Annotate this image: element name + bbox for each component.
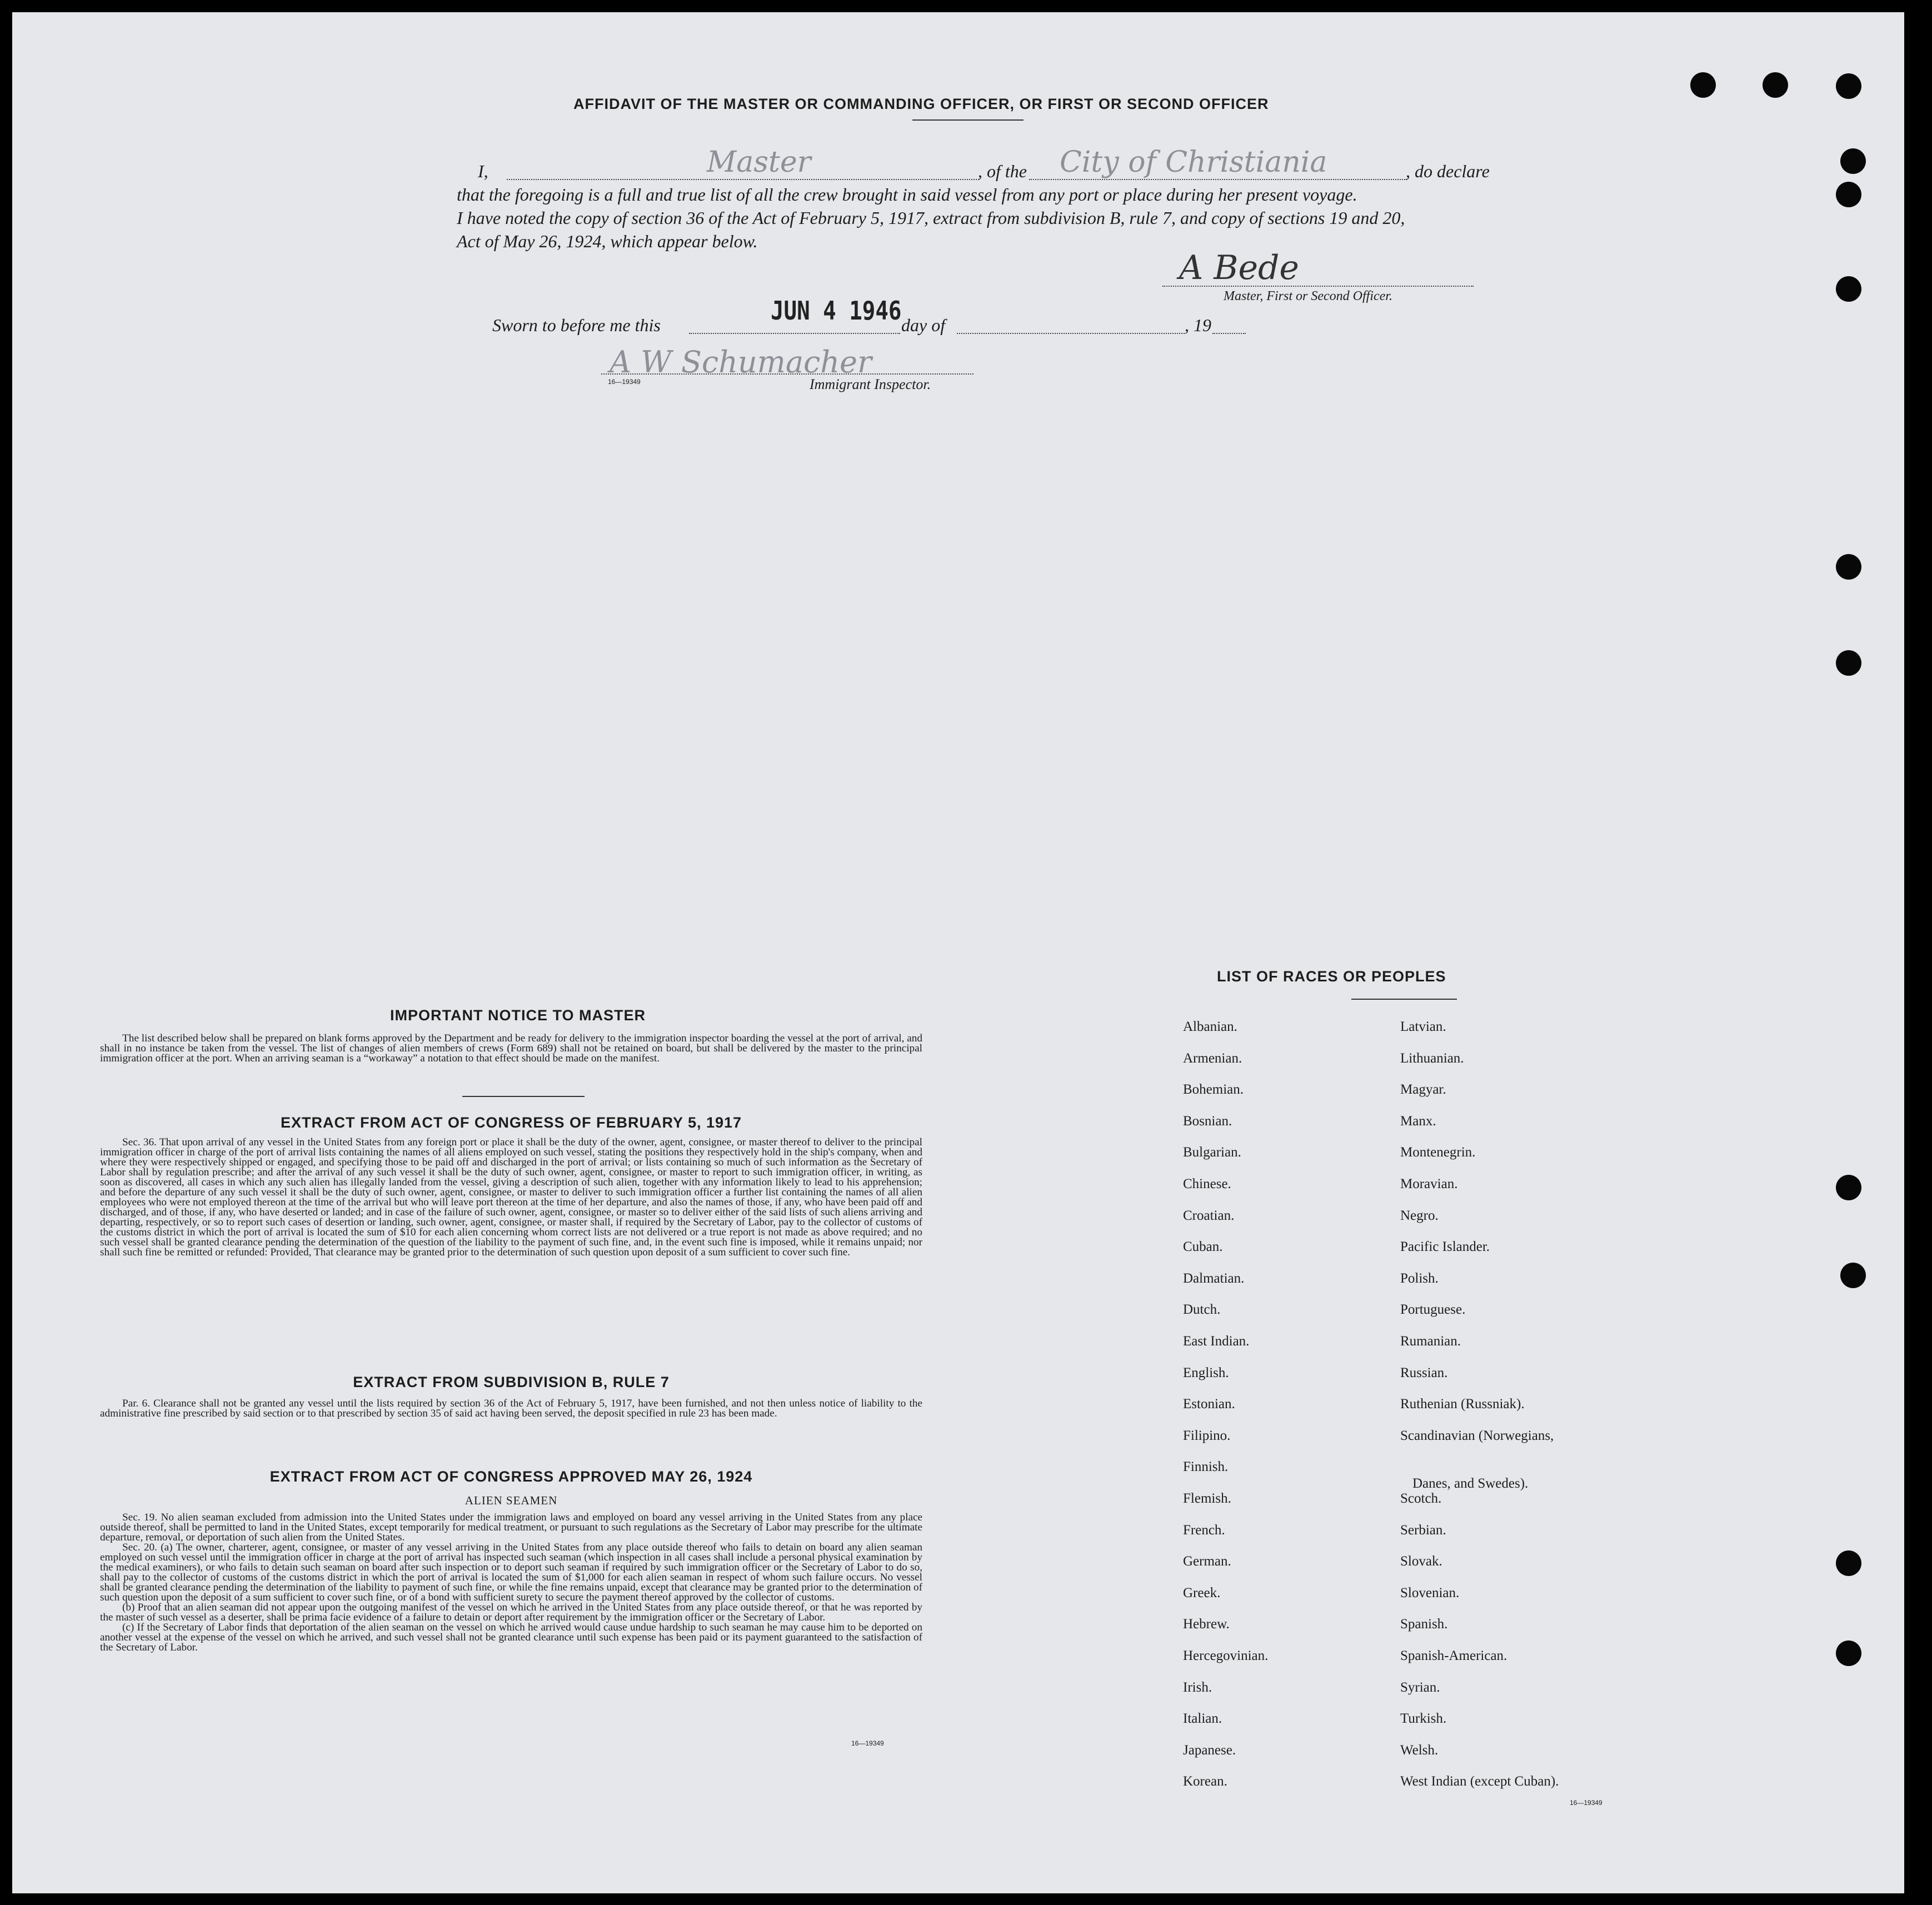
punch-hole-icon bbox=[1836, 73, 1861, 99]
race-item: Greek. bbox=[1183, 1585, 1221, 1600]
alien-seamen-subtitle: ALIEN SEAMEN bbox=[465, 1494, 558, 1507]
race-item: Scotch. bbox=[1400, 1491, 1442, 1506]
punch-hole-icon bbox=[1836, 182, 1861, 207]
punch-hole-icon bbox=[1836, 276, 1861, 302]
signature-line bbox=[1162, 286, 1474, 287]
sec-20a-paragraph: Sec. 20. (a) The owner, charterer, agent, consignee, or master of any vessel arriving in the United States from any place outside thereof who fails to detain on board any alien seaman employed on such vessel until the immigration officer in charge at the port of arrival has inspected such seaman (which inspection in all cases shall include a personal physical examination by the medical examiners), or who fails to detain such seaman on board after such inspection or to deport such seaman if required by such immigration officer or the Secretary of Labor to do so, shall pay to the collector of customs of the customs district in which the port of arrival is located the sum of $1,000 for each alien seaman in respect of whom such failure occurs. No vessel shall be granted clearance pending the determination of the liability to payment of such fine, or while the fine remains unpaid, except that clearance may be granted prior to the determination of such question upon the deposit of a sum sufficient to cover such fine, or of a bond with sufficient surety to secure the payment thereof approved by the collector of customs. bbox=[100, 1542, 922, 1603]
vessel-blank bbox=[1029, 179, 1407, 180]
punch-hole-icon bbox=[1836, 1550, 1861, 1576]
race-item: Italian. bbox=[1183, 1711, 1222, 1727]
officer-signature: A Bede bbox=[1179, 248, 1299, 287]
race-item: Latvian. bbox=[1400, 1019, 1446, 1034]
race-item: Serbian. bbox=[1400, 1522, 1446, 1538]
affidavit-line2: that the foregoing is a full and true list of all the crew brought in said vessel from any port or place during her present voyage. bbox=[457, 184, 1357, 205]
race-item: Hercegovinian. bbox=[1183, 1648, 1269, 1663]
extract-1917-paragraph: Sec. 36. That upon arrival of any vessel in the United States from any foreign port or place it shall be the duty of the owner, agent, consignee, or master thereof to deliver to the principal immigration officer in charge of the port of arrival lists containing the names of all aliens employed on such vessel, stating the positions they respectively hold in the ship's company, when and where they were respectively shipped or engaged, and specifying those to be paid off and discharged in the port of arrival; or lists containing so much of such information as the Secretary of Labor shall by regulation prescribe; and after the arrival of any such vessel it shall be the duty of such owner, agent, consignee, or master to report to such immigration officer, in writing, as soon as discovered, all cases in which any such alien has illegally landed from the vessel, giving a description of such alien, together with any information likely to lead to his apprehension; and before the departure of any such vessel it shall be the duty of such owner, agent, consignee, or master to deliver to such immigration officer a further list containing the names of all alien employees who were not employed thereon at the time of the arrival but who will leave port thereon at the time of her departure, and also the names of those, if any, who have been paid off and discharged, and of those, if any, who have deserted or landed; and in case of the failure of such owner, agent, consignee, or master so to deliver either of the said lists of such aliens arriving and departing, respectively, or so to report such cases of desertion or landing, such owner, agent, consignee, or master shall, if required by the Secretary of Labor, pay to the collector of customs of the customs district in which the port of arrival is located the sum of $10 for each alien concerning whom correct lists are not delivered or a true report is not made as above required; and no such vessel shall be granted clearance pending the determination of the question of the liability to the payment of such fine, and, in the event such fine is imposed, while it remains unpaid; nor shall such fine be remitted or refunded: Provided, That clearance may be granted prior to the determination of such question upon deposit of a sum sufficient to cover such fine. bbox=[100, 1136, 922, 1258]
race-item: Slovak. bbox=[1400, 1554, 1442, 1569]
race-item: Magyar. bbox=[1400, 1082, 1446, 1098]
race-item: Bosnian. bbox=[1183, 1113, 1232, 1129]
notice-paragraph: The list described below shall be prepared on blank forms approved by the Department and be ready for delivery to the immigration inspector boarding the vessel at the port of arrival, and shall in no instance be taken from the vessel. The list of changes of alien members of crews (Form 689) shall not be retained on board, but shall be delivered by the master to the principal immigration officer at the port. When an arriving seaman is a “workaway” a notation to that effect should be made on the manifest. bbox=[100, 1033, 922, 1064]
extract-1917-body bbox=[100, 1138, 922, 1258]
race-item: Lithuanian. bbox=[1400, 1050, 1464, 1066]
race-item: Finnish. bbox=[1183, 1459, 1229, 1475]
race-item: Polish. bbox=[1400, 1270, 1439, 1286]
sec-19-paragraph: Sec. 19. No alien seaman excluded from admission into the United States under the immigration laws and employed on board any vessel arriving in the United States from any place outside thereof, shall be permitted to land in the United States, except temporarily for medical treatment, or pursuant to such regulations as the Secretary of Labor may prescribe for the ultimate departure, removal, or deportation of such alien from the United States. bbox=[100, 1512, 922, 1543]
notice-body bbox=[100, 1034, 922, 1064]
race-item: Japanese. bbox=[1183, 1742, 1236, 1758]
race-item: Hebrew. bbox=[1183, 1617, 1230, 1632]
punch-hole-icon bbox=[1690, 72, 1716, 98]
sworn-day-of: day of bbox=[901, 315, 946, 335]
sworn-prefix: Sworn to before me this bbox=[492, 315, 661, 335]
race-item: French. bbox=[1183, 1522, 1225, 1538]
punch-hole-icon bbox=[1840, 1263, 1866, 1288]
inspector-signature: A W Schumacher bbox=[610, 345, 872, 380]
race-item: Flemish. bbox=[1183, 1491, 1231, 1506]
race-item: Montenegrin. bbox=[1400, 1145, 1476, 1160]
race-item: Danes, and Swedes). bbox=[1412, 1476, 1529, 1492]
races-left-column bbox=[1183, 1019, 1350, 1825]
race-item: Albanian. bbox=[1183, 1019, 1237, 1034]
race-item: Korean. bbox=[1183, 1774, 1227, 1789]
race-item: Rumanian. bbox=[1400, 1334, 1461, 1349]
rank-blank bbox=[507, 179, 979, 180]
race-item: Syrian. bbox=[1400, 1679, 1440, 1695]
affidavit-line1-of: , of the bbox=[978, 161, 1027, 181]
inspector-label: Immigrant Inspector. bbox=[810, 376, 931, 392]
race-item: Russian. bbox=[1400, 1365, 1448, 1380]
form-number: 16—19349 bbox=[1570, 1799, 1602, 1807]
race-item: Filipino. bbox=[1183, 1428, 1231, 1443]
race-item: Pacific Islander. bbox=[1400, 1239, 1490, 1255]
signature-label: Master, First or Second Officer. bbox=[1224, 289, 1392, 303]
sworn-year: , 19 bbox=[1185, 315, 1211, 335]
punch-hole-icon bbox=[1840, 148, 1866, 174]
race-item: Ruthenian (Russniak). bbox=[1400, 1397, 1525, 1412]
race-item: Turkish. bbox=[1400, 1711, 1447, 1727]
affidavit-line4: Act of May 26, 1924, which appear below. bbox=[457, 231, 758, 251]
form-number: 16—19349 bbox=[851, 1739, 884, 1747]
punch-hole-icon bbox=[1836, 650, 1861, 676]
rule7-paragraph: Par. 6. Clearance shall not be granted any vessel until the lists required by section 36 of the Act of February 5, 1917, have been furnished, and not then unless notice of liability to the administrative fine prescribed by said section or to that prescribed by section 35 of said act having been served, the deposit specified in rule 23 has been made. bbox=[100, 1398, 922, 1419]
race-item: Cuban. bbox=[1183, 1239, 1223, 1255]
race-item: Bulgarian. bbox=[1183, 1145, 1241, 1160]
rule7-title: EXTRACT FROM SUBDIVISION B, RULE 7 bbox=[353, 1374, 670, 1390]
race-item: West Indian (except Cuban). bbox=[1400, 1774, 1559, 1789]
race-item: East Indian. bbox=[1183, 1334, 1250, 1349]
race-item: Portuguese. bbox=[1400, 1302, 1466, 1318]
inspector-line bbox=[601, 373, 974, 375]
rule7-body bbox=[100, 1399, 922, 1419]
affidavit-title: AFFIDAVIT OF THE MASTER OR COMMANDING OFFICER, OR FIRST OR SECOND OFFICER bbox=[573, 96, 1269, 112]
month-blank bbox=[957, 333, 1185, 334]
sec-20b-paragraph: (b) Proof that an alien seaman did not appear upon the outgoing manifest of the vessel on which he arrived in the United States from any place outside thereof, or that he was reported by the master of such vessel as a deserter, shall be prima facie evidence of a failure to detain or deport after requirement by the immigration officer or the Secretary of Labor. bbox=[100, 1602, 922, 1623]
divider bbox=[462, 1096, 585, 1097]
race-item: Spanish-American. bbox=[1400, 1648, 1507, 1663]
sec-20c-paragraph: (c) If the Secretary of Labor finds that deportation of the alien seaman on the vessel on which he arrived would cause undue hardship to such seaman he may cause him to be deported on another vessel at the expense of the vessel on which he arrived, and such vessel shall not be granted clearance until such expense has been paid or its payment guaranteed to the satisfaction of the Secretary of Labor. bbox=[100, 1622, 922, 1653]
race-item: Spanish. bbox=[1400, 1617, 1448, 1632]
race-item: Estonian. bbox=[1183, 1397, 1235, 1412]
punch-hole-icon bbox=[1836, 1175, 1861, 1200]
race-item: Manx. bbox=[1400, 1113, 1436, 1129]
race-item: Dutch. bbox=[1183, 1302, 1221, 1318]
notice-title: IMPORTANT NOTICE TO MASTER bbox=[390, 1007, 646, 1024]
race-item: Slovenian. bbox=[1400, 1585, 1460, 1600]
races-title: LIST OF RACES OR PEOPLES bbox=[1217, 968, 1446, 985]
race-item: Scandinavian (Norwegians, bbox=[1400, 1428, 1554, 1443]
race-item: Croatian. bbox=[1183, 1208, 1235, 1223]
extract-1924-title: EXTRACT FROM ACT OF CONGRESS APPROVED MAY 26, 1924 bbox=[269, 1468, 753, 1485]
race-item: Dalmatian. bbox=[1183, 1270, 1245, 1286]
race-item: Irish. bbox=[1183, 1679, 1212, 1695]
race-item: Negro. bbox=[1400, 1208, 1439, 1223]
divider bbox=[912, 119, 1024, 121]
handwritten-rank: Master bbox=[707, 146, 811, 179]
race-item: English. bbox=[1183, 1365, 1229, 1380]
extract-1917-title: EXTRACT FROM ACT OF CONGRESS OF FEBRUARY 5, 1917 bbox=[280, 1114, 742, 1131]
year-blank bbox=[1212, 333, 1246, 334]
punch-hole-icon bbox=[1763, 72, 1788, 98]
handwritten-vessel: City of Christiania bbox=[1060, 146, 1327, 179]
extract-1924-body bbox=[100, 1513, 922, 1653]
divider bbox=[1351, 999, 1457, 1000]
race-item: German. bbox=[1183, 1554, 1231, 1569]
form-number: 16—19349 bbox=[608, 378, 641, 386]
affidavit-line1-prefix: I, bbox=[478, 161, 488, 181]
races-right-column bbox=[1400, 1019, 1678, 1825]
form-sheet bbox=[12, 12, 1904, 1893]
date-stamp: JUN 4 1946 bbox=[771, 296, 902, 326]
race-item: Bohemian. bbox=[1183, 1082, 1244, 1098]
affidavit-line3: I have noted the copy of section 36 of the Act of February 5, 1917, extract from subdivision B, rule 7, and copy of sections 19 and 20, bbox=[457, 208, 1405, 228]
race-item: Armenian. bbox=[1183, 1050, 1242, 1066]
race-item: Moravian. bbox=[1400, 1176, 1458, 1191]
punch-hole-icon bbox=[1836, 1640, 1861, 1666]
day-blank bbox=[689, 333, 900, 334]
affidavit-line1-suffix: , do declare bbox=[1406, 161, 1490, 181]
punch-hole-icon bbox=[1836, 554, 1861, 580]
race-item: Chinese. bbox=[1183, 1176, 1231, 1191]
race-item: Welsh. bbox=[1400, 1742, 1439, 1758]
